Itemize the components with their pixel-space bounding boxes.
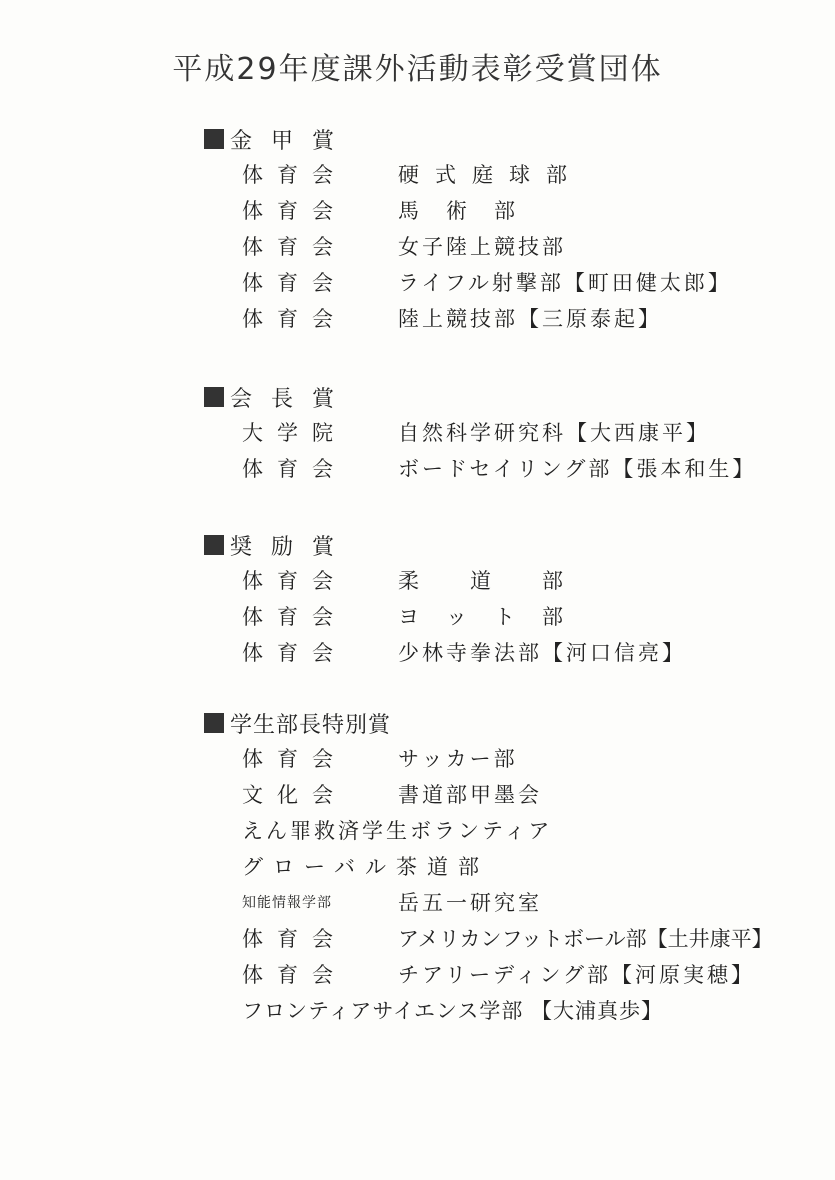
list-item <box>242 956 773 992</box>
club-name: 書道部甲墨会 <box>398 783 542 807</box>
org-label: 体育会 <box>242 271 347 295</box>
org-label: 体育会 <box>242 457 347 481</box>
org-label: 知能情報学部 <box>242 895 332 911</box>
list-item <box>242 228 732 264</box>
list-item <box>242 414 756 450</box>
section-heading: 奨 励 賞 <box>204 528 686 562</box>
org-label: 体育会 <box>242 235 347 259</box>
group-name: フロンティアサイエンス学部 【大浦真歩】 <box>242 999 664 1023</box>
award-section-encouragement <box>204 528 686 670</box>
list-item <box>242 264 732 300</box>
list-item <box>242 992 773 1028</box>
club-name: 岳五一研究室 <box>398 891 542 915</box>
org-label: 体育会 <box>242 747 347 771</box>
list-item <box>242 740 773 776</box>
org-label: 体育会 <box>242 569 347 593</box>
org-label: 体育会 <box>242 963 347 987</box>
list-item <box>242 156 732 192</box>
club-name: 柔 道 部 <box>398 569 566 593</box>
square-bullet-icon <box>204 129 224 149</box>
square-bullet-icon <box>204 713 224 733</box>
list-item <box>242 450 756 486</box>
club-name: 陸上競技部【三原泰起】 <box>398 307 662 331</box>
section-heading: 金 甲 賞 <box>204 122 732 156</box>
group-name: えん罪救済学生ボランティア <box>242 819 553 843</box>
list-item <box>242 920 773 956</box>
org-label: 体育会 <box>242 199 347 223</box>
club-name: サッカー部 <box>398 747 518 771</box>
list-item <box>242 884 773 920</box>
list-item <box>242 192 732 228</box>
club-name: ライフル射撃部【町田健太郎】 <box>398 271 732 295</box>
club-name: アメリカンフットボール部【土井康平】 <box>398 927 773 951</box>
list-item <box>242 812 773 848</box>
section-heading: 学生部長特別賞 <box>204 706 773 740</box>
list-item <box>242 776 773 812</box>
award-section-kinko <box>204 122 732 336</box>
list-item <box>242 562 686 598</box>
org-label: 体育会 <box>242 641 347 665</box>
org-label: 体育会 <box>242 605 347 629</box>
award-section-president <box>204 380 756 486</box>
club-name: 馬 術 部 <box>398 199 518 223</box>
list-item <box>242 848 773 884</box>
org-label: 体育会 <box>242 927 347 951</box>
award-section-dean-special <box>204 706 773 1028</box>
club-name: ヨ ッ ト 部 <box>398 605 566 629</box>
club-name: チアリーディング部【河原実穂】 <box>398 963 756 987</box>
page-title: 平成29年度課外活動表彰受賞団体 <box>172 52 663 87</box>
org-label: 大学院 <box>242 421 347 445</box>
org-label: 体育会 <box>242 307 347 331</box>
list-item <box>242 634 686 670</box>
club-name: ボードセイリング部【張本和生】 <box>398 457 757 481</box>
section-heading: 会 長 賞 <box>204 380 756 414</box>
club-name: 硬式庭球部 <box>398 163 583 187</box>
org-label: 体育会 <box>242 163 347 187</box>
club-name: 少林寺拳法部【河口信亮】 <box>398 641 686 665</box>
club-name: 自然科学研究科【大西康平】 <box>398 421 710 445</box>
square-bullet-icon <box>204 387 224 407</box>
club-name: 女子陸上競技部 <box>398 235 566 259</box>
list-item <box>242 598 686 634</box>
square-bullet-icon <box>204 535 224 555</box>
org-label: 文化会 <box>242 783 347 807</box>
group-name: グローバル茶道部 <box>242 855 489 879</box>
list-item <box>242 300 732 336</box>
